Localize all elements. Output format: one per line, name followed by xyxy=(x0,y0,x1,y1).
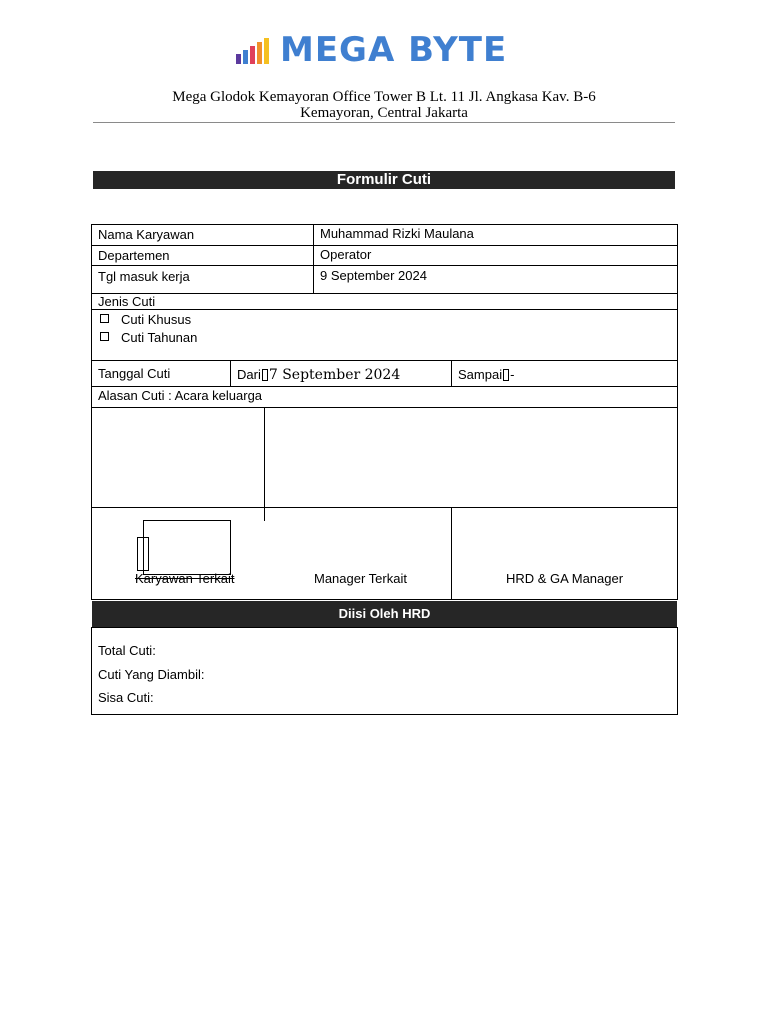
value-departemen: Operator xyxy=(320,247,372,262)
logo-bars-icon xyxy=(236,38,276,64)
label-tgl-masuk: Tgl masuk kerja xyxy=(98,269,190,284)
column-divider xyxy=(451,360,452,386)
hrd-section-title: Diisi Oleh HRD xyxy=(92,601,677,627)
label-jenis-cuti: Jenis Cuti xyxy=(98,294,156,309)
row-divider xyxy=(91,245,678,246)
label-nama-karyawan: Nama Karyawan xyxy=(98,227,195,242)
form-title: Formulir Cuti xyxy=(93,171,675,189)
row-divider xyxy=(91,293,678,294)
label-departemen: Departemen xyxy=(98,248,170,263)
row-divider xyxy=(91,309,678,310)
signature-hrd-label: HRD & GA Manager xyxy=(506,571,624,586)
hrd-cuti-diambil: Cuti Yang Diambil: xyxy=(98,667,205,682)
signature-mark-icon xyxy=(137,537,149,571)
signature-karyawan-label: Karyawan Terkait xyxy=(135,571,235,586)
row-divider xyxy=(91,407,678,408)
value-tgl-masuk: 9 September 2024 xyxy=(320,268,427,283)
option-cuti-tahunan: Cuti Tahunan xyxy=(121,330,198,345)
hrd-total-cuti: Total Cuti: xyxy=(98,643,156,658)
dari-value: 7 September 2024 xyxy=(268,367,401,383)
signature-manager-label: Manager Terkait xyxy=(314,571,407,586)
row-divider xyxy=(91,386,678,387)
logo-text: MEGA BYTE xyxy=(280,30,508,70)
option-cuti-khusus: Cuti Khusus xyxy=(121,312,192,327)
checkbox-cuti-khusus[interactable] xyxy=(100,314,109,323)
row-divider xyxy=(91,265,678,266)
column-divider xyxy=(451,507,452,600)
column-divider xyxy=(313,224,314,293)
label-sampai xyxy=(458,367,514,382)
colon-glyph-icon xyxy=(262,369,268,381)
signature-box xyxy=(143,520,231,575)
value-nama-karyawan: Muhammad Rizki Maulana xyxy=(320,226,474,241)
address-line-2: Kemayoran, Central Jakarta xyxy=(300,105,468,121)
column-divider xyxy=(230,360,231,386)
header-divider xyxy=(93,122,675,123)
address-line-1: Mega Glodok Kemayoran Office Tower B Lt. 11 Jl. Angkasa Kav. B-6 xyxy=(172,89,596,105)
row-divider xyxy=(91,507,678,508)
sampai-label: Sampai xyxy=(458,367,503,382)
column-divider xyxy=(264,407,265,521)
hrd-sisa-cuti: Sisa Cuti: xyxy=(98,690,154,705)
sampai-value: - xyxy=(510,367,515,382)
row-divider xyxy=(91,360,678,361)
label-dari xyxy=(237,367,400,383)
colon-glyph-icon xyxy=(503,369,509,381)
dari-label: Dari xyxy=(237,367,261,382)
label-tanggal-cuti: Tanggal Cuti xyxy=(98,366,171,381)
checkbox-cuti-tahunan[interactable] xyxy=(100,332,109,341)
alasan-cuti: Alasan Cuti : Acara keluarga xyxy=(98,388,263,403)
